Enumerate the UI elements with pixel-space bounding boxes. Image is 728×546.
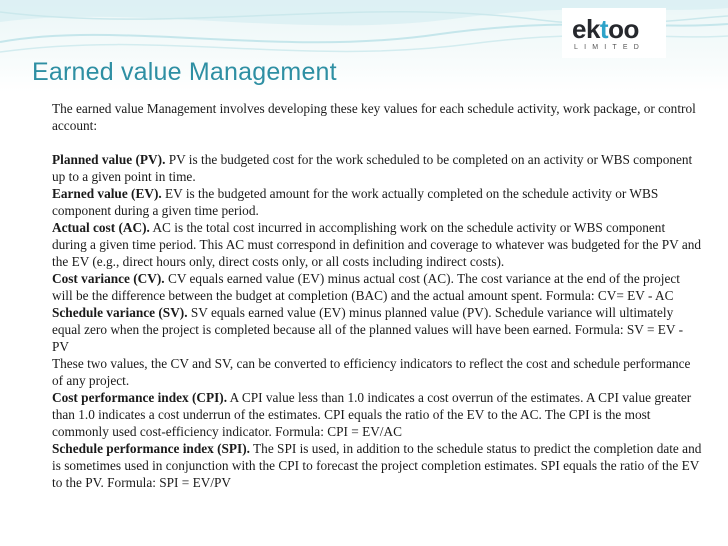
definition-item — [52, 219, 702, 270]
definition-term: Schedule performance index (SPI). — [52, 441, 250, 456]
definition-item — [52, 151, 702, 185]
company-logo — [562, 8, 666, 58]
definition-text: These two values, the CV and SV, can be converted to efficiency indicators to reflect the cost and schedule performance of any project. — [52, 356, 691, 388]
definition-term: Cost performance index (CPI). — [52, 390, 228, 405]
definition-text: PV is the budgeted cost for the work scheduled to be completed on an activity or WBS component up to a given point in time. — [52, 152, 693, 184]
definition-text: A CPI value less than 1.0 indicates a cost overrun of the estimates. A CPI value greater than 1.0 indicates a cost underrun of the estimates. CPI equals the ratio of the EV to the AC. The CPI is the most commonly used cost-efficiency indicator. Formula: CPI = EV/AC — [52, 390, 692, 439]
definition-text: CV equals earned value (EV) minus actual cost (AC). The cost variance at the end of the project will be the difference between the budget at completion (BAC) and the actual amount spent. Formula: CV= EV - AC — [52, 271, 680, 303]
definition-term: Schedule variance (SV). — [52, 305, 188, 320]
definition-item — [52, 270, 702, 304]
intro-paragraph: The earned value Management involves developing these key values for each schedule activity, work package, or control account: — [52, 101, 696, 133]
definition-item — [52, 389, 702, 440]
definition-term: Earned value (EV). — [52, 186, 162, 201]
logo-wordmark — [572, 16, 639, 42]
definition-text: The SPI is used, in addition to the schedule status to predict the completion date and is sometimes used in conjunction with the CPI to forecast the project completion estimates. SPI equals the ratio of the EV to the PV. Formula: SPI = EV/PV — [52, 441, 702, 490]
definition-term: Planned value (PV). — [52, 152, 166, 167]
paragraph-spacer — [52, 134, 702, 151]
definition-text: AC is the total cost incurred in accomplishing work on the schedule activity or WBS component during a given time period. This AC must correspond in definition and coverage to whatever was budgeted for the PV and the EV (e.g., direct hours only, direct costs only, or all costs including indirect costs). — [52, 220, 702, 269]
definition-item — [52, 355, 702, 389]
definition-term: Cost variance (CV). — [52, 271, 165, 286]
definition-term: Actual cost (AC). — [52, 220, 150, 235]
logo-subtext: LIMITED — [574, 44, 646, 51]
slide-title: Earned value Management — [32, 58, 337, 86]
definition-text: EV is the budgeted amount for the work actually completed on the schedule activity or WBS component during a given time period. — [52, 186, 659, 218]
slide-body — [52, 100, 702, 491]
definition-item — [52, 440, 702, 491]
logo-text: ektoo — [572, 14, 639, 44]
definition-item — [52, 304, 702, 355]
definition-text: SV equals earned value (EV) minus planned value (PV). Schedule variance will ultimately equal zero when the project is completed because all of the planned values will have been earned. Formula: SV = EV - PV — [52, 305, 684, 354]
definition-item — [52, 185, 702, 219]
